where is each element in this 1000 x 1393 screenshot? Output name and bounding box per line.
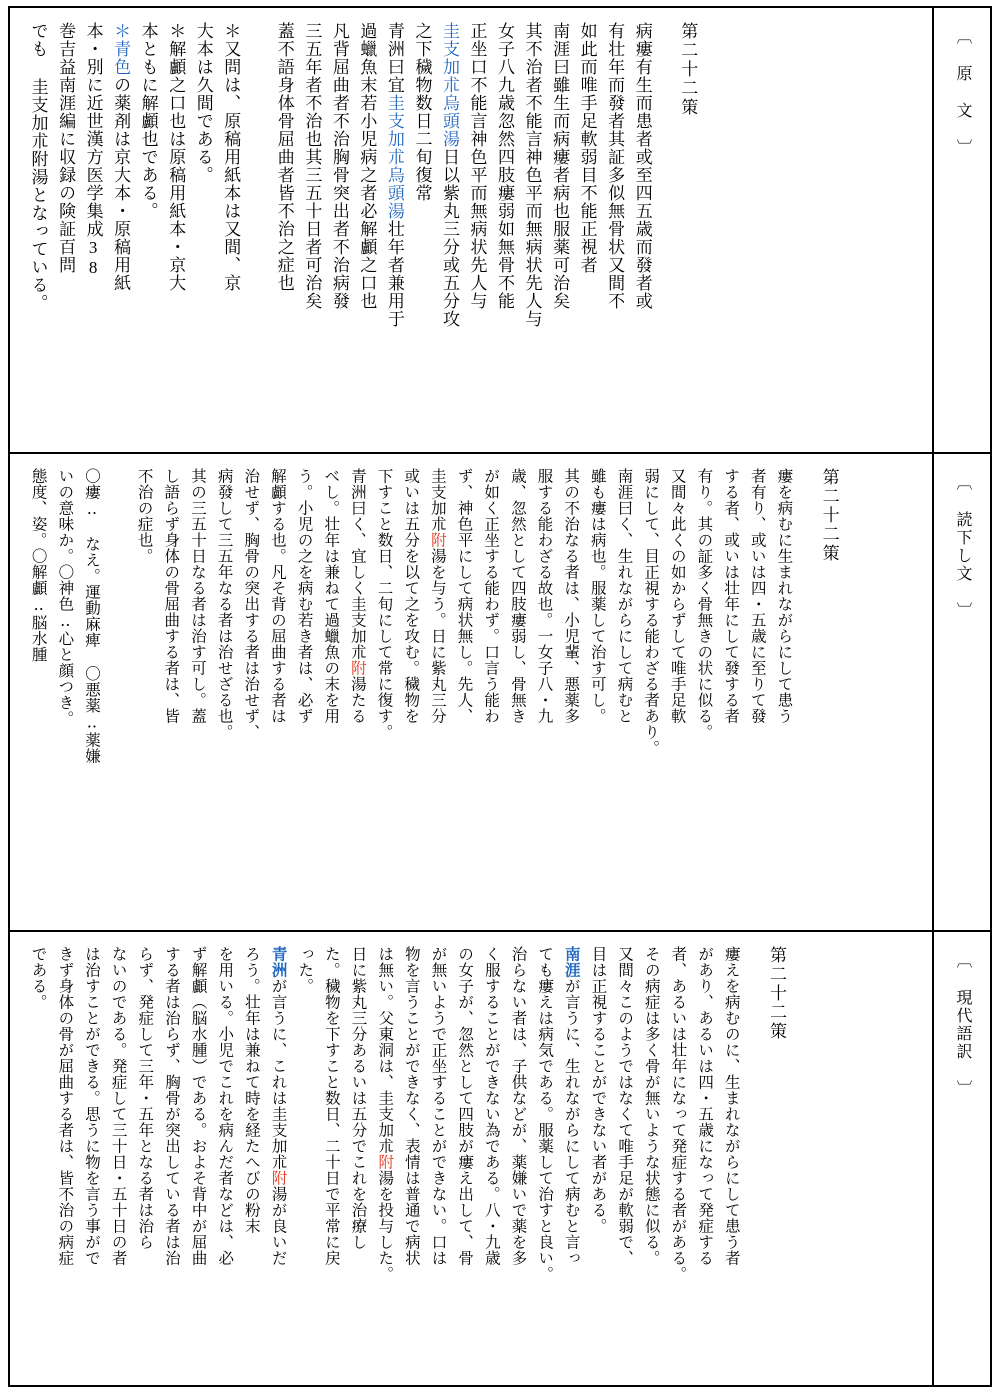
- original-note-line-2: 大本は久間である。: [193, 22, 213, 184]
- modern-line-14: は無い。父東洞は、圭支加朮附湯を投与した。: [376, 946, 394, 1282]
- reading-line-10: 服する能わざる故也。一女子八・九: [535, 468, 553, 724]
- reading-line-14: 圭支加朮附湯を与う。日に紫丸三分: [428, 468, 446, 724]
- original-line-06: 女子八九歳忽然四肢瘻弱如無骨不能: [495, 22, 515, 310]
- reading-line-08: 雖も瘻は病也。服薬して治す可し。: [588, 468, 606, 724]
- reading-line-22: 病發して三五年なる者は治せざる也。: [215, 468, 233, 740]
- reading-line-02: 者有り、或いは四・五歳に至りて發: [748, 468, 766, 724]
- original-line-03: 如此而唯手足軟弱目不能正視者: [577, 22, 597, 274]
- modern-line-08: ても瘻えは病気である。服薬して治すと良い。: [536, 946, 554, 1282]
- original-line-09: 之下穢物数日二旬復常: [412, 22, 432, 202]
- reading-heading: 第二十二策: [819, 468, 839, 563]
- original-note-line-4: 本ともに解顱也である。: [138, 22, 158, 220]
- modern-line-19: ろう。壮年は兼ねて時を経たへびの粉末: [242, 946, 260, 1234]
- reading-line-20: 解顱する也。凡そ背の屈曲する者は: [268, 468, 286, 724]
- modern-line-02: があり、あるいは四・五歳になって発症する: [696, 946, 714, 1266]
- reading-line-21: 治せず、胸骨の突出する者は治せず、: [242, 468, 260, 740]
- row-label-modern-text: 〔 現代語訳 〕: [954, 952, 971, 1098]
- original-heading: 第二十二策: [678, 22, 698, 117]
- modern-fu-char-1: 附: [269, 1170, 287, 1186]
- reading-line-05: 又間々此くの如からずして唯手足軟: [668, 468, 686, 724]
- modern-line-22: する者は治らず、胸骨が突出している者は治: [162, 946, 180, 1266]
- original-note-colored-term: ＊青色: [111, 22, 131, 76]
- modern-line-12: が無いようで正坐することができない。口は: [429, 946, 447, 1266]
- reading-line-04: 有り。其の証多く骨無きの状に似る。: [695, 468, 713, 740]
- modern-line-15: 日に紫丸三分あるいは五分でこれを治療し: [349, 946, 367, 1250]
- modern-fu-char-2: 附: [376, 1154, 394, 1170]
- original-line-11: 過蠟魚末若小児病之者必解顱之口也: [357, 22, 377, 310]
- reading-line-25: 不治の症也。: [135, 468, 153, 564]
- original-formula-keishi-2: 圭支加朮烏頭湯: [439, 22, 459, 148]
- row-label-reading-text: 〔 読下し文 〕: [954, 474, 971, 620]
- reading-note-line-1: 〇瘻‥ なえ。運動麻痺 〇悪薬‥薬嫌: [82, 468, 100, 764]
- modern-line-20: を用いる。小児でこれを病んだ者などは、必: [216, 946, 234, 1266]
- reading-fu-char-1: 附: [348, 660, 366, 676]
- modern-line-21: ず解顱（脳水腫）である。およそ背中が屈曲: [189, 946, 207, 1266]
- original-line-14: 蓋不語身体骨屈曲者皆不治之症也: [274, 22, 294, 292]
- original-line-12: 凡背屈曲者不治胸骨突出者不治病發: [329, 22, 349, 310]
- original-note-line-8: でも 圭支加朮附湯となっている。: [28, 22, 48, 312]
- reading-note-line-2: いの意味か。〇神色‥心と顔つき。: [56, 468, 74, 727]
- row-body-modern: [10, 932, 932, 1385]
- modern-line-18: 青洲が言うに、これは圭支加朮附湯が良いだ: [269, 946, 287, 1266]
- modern-line-10: く服することができない為である。八・九歳: [482, 946, 500, 1266]
- original-line-07: 正坐口不能言神色平而無病状先人与: [467, 22, 487, 310]
- reading-line-18: べし。壮年は兼ねて過蠟魚の末を用: [322, 468, 340, 724]
- row-original-text: [10, 8, 990, 454]
- original-line-08: 圭支加朮烏頭湯日以紫丸三分或五分攻: [439, 22, 459, 328]
- original-note-line-3: ＊解顱之口也は原稿用紙本・京大: [166, 22, 186, 292]
- modern-line-16: た。穢物を下すこと数日、二十日で平常に戻: [322, 946, 340, 1266]
- reading-line-12: が如く正坐する能わず。口言う能わ: [482, 468, 500, 724]
- reading-line-07: 南涯曰く、生れながらにして病むと: [615, 468, 633, 724]
- modern-line-05: 又間々このようではなくて唯手足が軟弱で、: [616, 946, 634, 1266]
- modern-line-07: 南涯が言うに、生れながらにして病むと言っ: [562, 946, 580, 1266]
- original-note-line-5: ＊青色の薬剤は京大本・原稿用紙: [111, 22, 131, 292]
- modern-line-17: った。: [296, 946, 314, 994]
- modern-line-26: きず身体の骨が屈曲する者は、皆不治の病症: [56, 946, 74, 1266]
- three-column-comparison-table: [8, 6, 992, 1387]
- row-body-reading: [10, 454, 932, 930]
- reading-line-03: する者、或いは壮年にして發する者: [722, 468, 740, 724]
- reading-fu-char-2: 附: [428, 532, 446, 548]
- reading-note-line-3: 態度、姿。〇解顱‥脳水腫: [29, 468, 47, 663]
- row-label-original: [932, 8, 990, 452]
- original-line-04: 南涯曰雖生而病瘻者病也服薬可治矣: [550, 22, 570, 310]
- original-line-13: 三五年者不治也其三五十日者可治矣: [302, 22, 322, 310]
- row-label-modern: [932, 932, 990, 1385]
- original-line-02: 有壮年而發者其証多似無骨状又間不: [605, 22, 625, 310]
- reading-line-13: ず、神色平にして病状無し。先人、: [455, 468, 473, 724]
- modern-line-25: は治すことができる。思うに物を言う事がで: [82, 946, 100, 1266]
- modern-line-13: 物を言うことができなく、表情は普通で病状: [402, 946, 420, 1266]
- original-line-10: 青洲曰宜圭支加朮烏頭湯壮年者兼用于: [384, 22, 404, 328]
- original-line-05: 其不治者不能言神色平而無病状先人与: [522, 22, 542, 328]
- reading-line-11: 歳、忽然として四肢瘻弱し、骨無き: [508, 468, 526, 724]
- reading-line-09: 其の不治なる者は、小児輩、悪薬多: [562, 468, 580, 724]
- modern-line-24: ないのである。発症して三十日・五十日の者: [109, 946, 127, 1266]
- original-formula-keishi-1: 圭支加朮烏頭湯: [384, 94, 404, 220]
- row-modern-translation: [10, 932, 990, 1385]
- row-label-reading: [932, 454, 990, 930]
- modern-line-09: 治らない者は、子供などが、薬嫌いで薬を多: [509, 946, 527, 1266]
- modern-person-seishu: 青洲: [269, 946, 287, 978]
- modern-line-06: 目は正視することができない者がある。: [589, 946, 607, 1234]
- row-reading-text: [10, 454, 990, 932]
- reading-line-15: 或いは五分を以て之を攻む。穢物を: [402, 468, 420, 724]
- reading-line-06: 弱にして、目正視する能わざる者あり。: [642, 468, 660, 756]
- reading-line-19: う。小児の之を病む若き者は、必ず: [295, 468, 313, 724]
- reading-line-23: 其の三五十日なる者は治す可し。蓋: [188, 468, 206, 724]
- modern-line-04: その病症は多く骨が無いような状態に似る。: [642, 946, 660, 1266]
- modern-person-nangai: 南涯: [562, 946, 580, 978]
- row-label-original-text: 〔 原 文 〕: [954, 28, 971, 157]
- reading-line-24: し語らず身体の骨屈曲する者は、皆: [162, 468, 180, 724]
- modern-line-23: らず、発症して三年・五年となる者は治ら: [136, 946, 154, 1250]
- reading-line-01: 瘻を病むに生まれながらにして患う: [775, 468, 793, 724]
- modern-line-11: の女子が、忽然として四肢が瘻え出して、骨: [456, 946, 474, 1266]
- modern-line-27: である。: [29, 946, 47, 1010]
- modern-line-03: 者、あるいは壮年になって発症する者がある。: [669, 946, 687, 1282]
- original-note-line-1: ＊又問は、原稿用紙本は又間、京: [221, 22, 241, 292]
- original-line-01: 病瘻有生而患者或至四五歳而發者或: [632, 22, 652, 310]
- original-note-line-7: 巻吉益南涯編に収録の険証百問: [56, 22, 76, 274]
- original-note-line-6: 本・別に近世漢方医学集成38: [83, 22, 103, 278]
- reading-line-17: 青洲曰く、宜しく圭支加朮附湯たる: [348, 468, 366, 724]
- modern-line-01: 瘻えを病むのに、生まれながらにして患う者: [722, 946, 740, 1266]
- reading-line-16: 下すこと数日、二旬にして常に復す。: [375, 468, 393, 740]
- modern-heading: 第二十二策: [766, 946, 786, 1041]
- row-body-original: [10, 8, 932, 452]
